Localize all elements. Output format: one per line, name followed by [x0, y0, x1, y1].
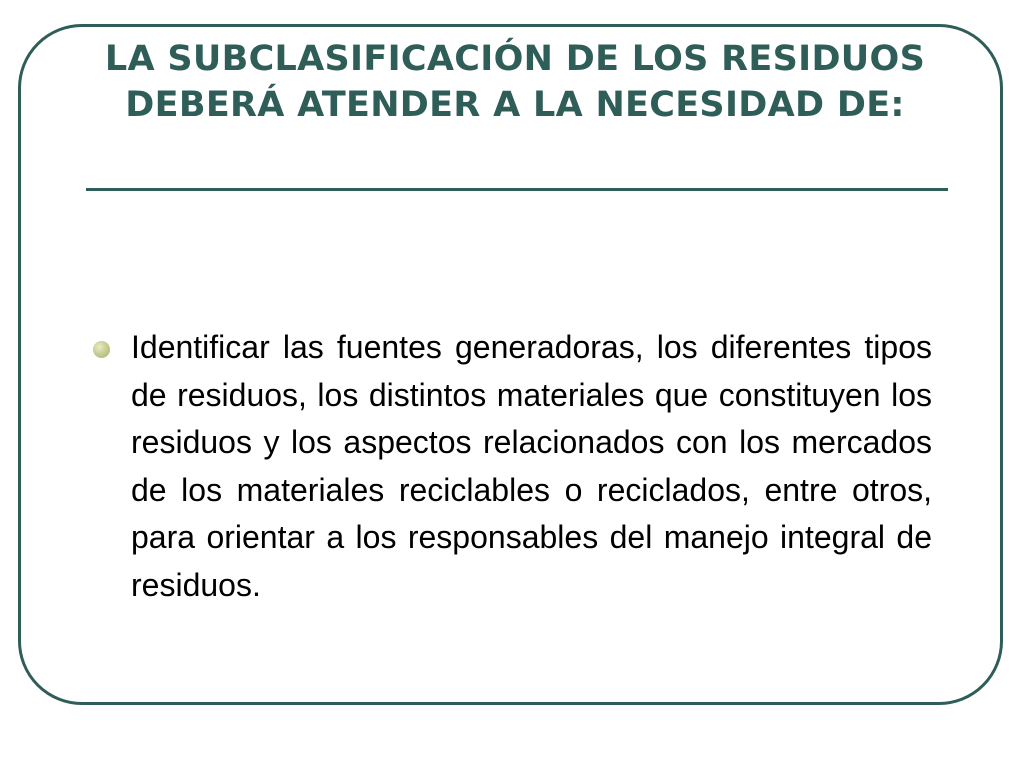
title-divider	[86, 188, 948, 191]
slide-title: LA SUBCLASIFICACIÓN DE LOS RESIDUOS DEBERÁ ATENDER A LA NECESIDAD DE:	[104, 39, 926, 125]
bullet-dot-icon	[93, 341, 110, 358]
bullet-text: Identificar las fuentes generadoras, los diferentes tipos de residuos, los distintos materiales que constituyen los residuos y los aspectos relacionados con los mercados de los materiales reciclables o reciclados, entre otros, para orientar a los responsables del manejo integral de residuos.	[131, 329, 932, 603]
